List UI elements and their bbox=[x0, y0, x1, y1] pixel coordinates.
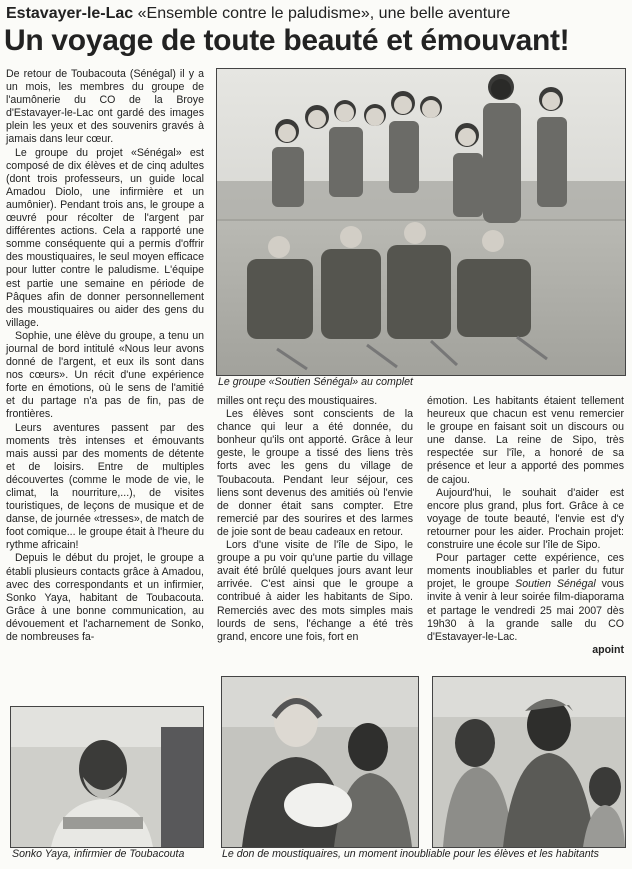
paragraph: milles ont reçu des moustiquaires. bbox=[217, 395, 378, 407]
paragraph: Leurs aventures passent par des moments très intenses et émouvants mais aussi par des moments de détente et de loisirs. Entre de multiples découvertes (comme le mode de vie, le climat, la nourriture,...), de visites touristiques, de leçons de musique et de danse, de journée «tresses», de match de foot comique... le groupe était à l'heure du rythme africain! bbox=[6, 421, 204, 552]
photo-villagers bbox=[432, 676, 626, 848]
photo-mosquito-nets bbox=[221, 676, 419, 848]
kicker-place: Estavayer-le-Lac bbox=[6, 5, 134, 22]
article-column-2 bbox=[217, 395, 413, 644]
paragraph: Lors d'une visite de l'île de Sipo, le groupe a pu voir qu'une partie du village avait été brûlé quelques jours avant leur arrivée. C'est ainsi que le groupe a contribué à aider les habitants de Sipo. Remerciés avec des mots simples mais lourds de sens, l'échange a été très grand, encore une fois, fort en bbox=[217, 539, 413, 643]
photo-sonko-yaya bbox=[10, 706, 204, 848]
paragraph: émotion. Les habitants étaient tellement heureux que chacun est venu remercier le groupe en faisant soit un discours ou une danse. La reine de Sipo, très respectée sur l'île, a honoré de sa présence et leur a apporté des pommes de cajou. bbox=[427, 395, 624, 486]
article-column-1 bbox=[6, 68, 204, 644]
article-column-3 bbox=[427, 395, 624, 657]
group-photo-caption: Le groupe «Soutien Sénégal» au complet bbox=[218, 376, 413, 388]
author-signature: apoint bbox=[592, 643, 624, 656]
group-name: Soutien Sénégal bbox=[515, 578, 596, 591]
paragraph: Le groupe du projet «Sénégal» est composé de dix élèves et de cinq adultes (dont trois professeurs, un guide local Amadou Diolo, une infirmière et un aumônier). Pendant trois ans, le groupe a œuvré pour récolter de l'argent par différentes actions. Cela a rapporté une somme conséquente qui a permis d'offrir des moustiquaires, le seul moyen efficace pour lutter contre le paludisme. L'équipe est partie une semaine en période de Pâques afin de donner personnellement des moustiquaires ou aider des gens du village. bbox=[6, 146, 204, 329]
paragraph: De retour de Toubacouta (Sénégal) il y a un mois, les membres du groupe de l'aumônerie du CO de la Broye d'Estavayer-le-Lac ont gardé des images plein les yeux et des souvenirs gravés à jamais dans leur cœur. bbox=[6, 68, 204, 146]
paragraph-text: Pour partager cette expérience, ces moments inoubliables et parler du futur projet, le groupe bbox=[427, 552, 624, 591]
paragraph: Sophie, une élève du groupe, a tenu un journal de bord intitulé «Nous leur avons donné de l'argent, et eux ils sont dans nos cœurs». Un récit d'une expérience forte en émotions, où le sens de l'amitié et du partage n'a pas de fin, pas de frontières. bbox=[6, 329, 204, 421]
paragraph: Depuis le début du projet, le groupe a établi plusieurs contacts grâce à Amadou, avec des correspondants et un infirmier, Sonko Yaya, habitant de Toubacouta. Grâce à une bonne communication, au dévouement et l'acharnement de Sonko, de nombreuses fa- bbox=[6, 552, 204, 644]
group-photo bbox=[216, 68, 626, 376]
kicker-line bbox=[6, 4, 626, 24]
paragraph: Les élèves sont conscients de la chance qui leur a été donnée, du bonheur qu'ils ont apporté. Grâce à leur geste, le groupe a tissé des liens très forts avec les gens du village de Toubacouta. Pendant leur séjour, ces liens sont devenus des amitiés où l'envie de donner était sans compter. Etre remercié par des sourires et des larmes de joie sont de beau cadeaux en retour. bbox=[217, 408, 413, 538]
kicker-text: «Ensemble contre le paludisme», une belle aventure bbox=[137, 5, 511, 22]
paragraph: Aujourd'hui, le souhait d'aider est encore plus grand, plus fort. Grâce à ce voyage de toute beauté, l'envie est d'y retourner pour les aider. Prochain projet: construire une école sur l'île de Sipo. bbox=[427, 486, 624, 552]
paragraph-text: vous invite à venir à leur soirée film-diaporama et partage le vendredi 25 mai 2007 dès 19h30 à la grande salle du CO d'Estavayer-le-Lac. bbox=[427, 578, 624, 643]
photo-left-caption: Sonko Yaya, infirmier de Toubacouta bbox=[12, 848, 185, 860]
headline: Un voyage de toute beauté et émouvant! bbox=[4, 24, 570, 57]
paragraph bbox=[427, 552, 624, 644]
photo-right-caption: Le don de moustiquaires, un moment inoubliable pour les élèves et les habitants bbox=[222, 848, 599, 860]
